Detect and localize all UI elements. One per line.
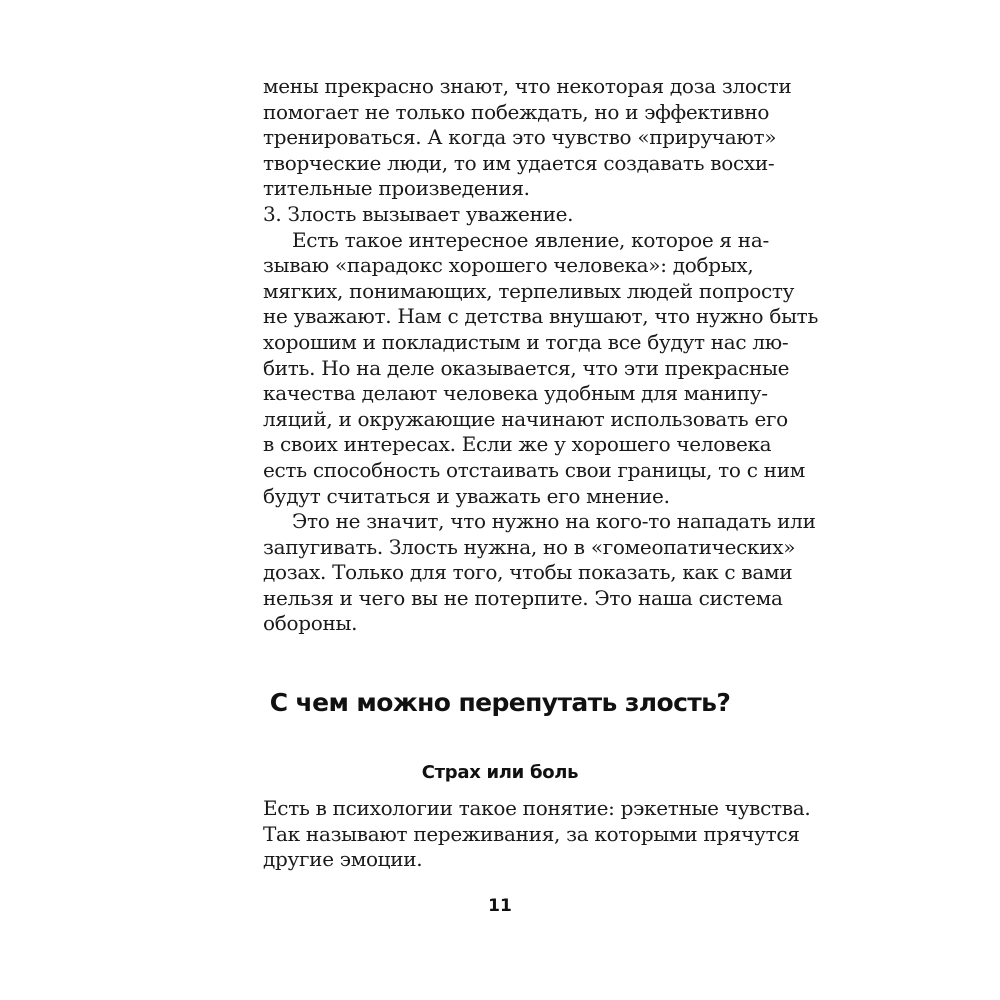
text-line: качества делают человека удобным для манипу- [263,381,768,406]
text-line: ляций, и окружающие начинают использовать его [263,406,788,431]
text-line: бить. Но на деле оказывается, что эти прекрасные [263,355,790,380]
text-line: Так называют переживания, за которыми прячутся [263,821,800,846]
text-line: другие эмоции. [263,847,423,872]
text-line: зываю «парадокс хорошего человека»: добрых, [263,253,754,278]
text-line: не уважают. Нам с детства внушают, что нужно быть [263,304,819,329]
text-line: хорошим и покладистым и тогда все будут нас лю- [263,329,789,354]
text-line: обороны. [263,611,358,636]
text-line: Есть в психологии такое понятие: рэкетные чувства. [263,796,811,820]
text-line: Есть такое интересное явление, которое я на- [292,227,769,252]
page-number: 11 [488,896,512,916]
text-line: Это не значит, что нужно на кого-то нападать или [292,509,816,534]
text-line: помогает не только побеждать, но и эффективно [263,99,770,124]
subsection-heading: Страх или боль [421,762,579,783]
text-line: будут считаться и уважать его мнение. [263,483,670,508]
list-item: 3. Злость вызывает уважение. [263,201,574,226]
text-line: мены прекрасно знают, что некоторая доза злости [263,74,792,98]
body-text [263,74,819,637]
text-line: дозах. Только для того, чтобы показать, как с вами [263,560,793,585]
text-line: есть способность отстаивать свои границы, то с ним [263,457,805,482]
text-line: нельзя и чего вы не потерпите. Это наша система [263,585,783,610]
text-line: творческие люди, то им удается создавать восхи- [263,150,775,175]
subsection-body [263,796,811,873]
text-line: тренироваться. А когда это чувство «приручают» [263,125,777,150]
text-line: запугивать. Злость нужна, но в «гомеопатических» [263,534,796,559]
text-line: в своих интересах. Если же у хорошего человека [263,432,772,457]
text-line: мягких, понимающих, терпеливых людей попросту [263,278,795,303]
section-heading: С чем можно перепутать злость? [269,688,731,717]
text-line: тительные произведения. [263,176,530,201]
